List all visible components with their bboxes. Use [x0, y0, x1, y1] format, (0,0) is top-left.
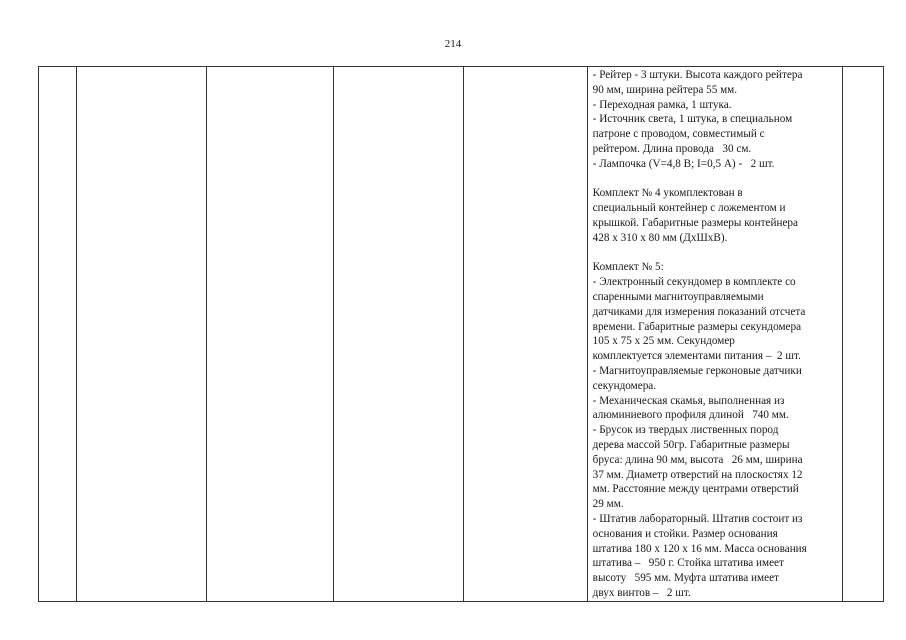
description-line: - Механическая скамья, выполненная из — [592, 394, 785, 407]
description-line: двух винтов – 2 шт. — [592, 586, 691, 599]
description-line: комплектуется элементами питания – 2 шт. — [592, 350, 801, 363]
description-line: - Брусок из твердых лиственных пород — [592, 424, 779, 437]
table-cell-4 — [334, 67, 464, 601]
description-line: - Рейтер - 3 штуки. Высота каждого рейтера — [592, 69, 803, 81]
description-line: - Источник света, 1 штука, в специальном — [592, 113, 793, 126]
description-line: бруса: длина 90 мм, высота 26 мм, ширина — [592, 453, 803, 466]
description-line: основания и стойки. Размер основания — [592, 527, 778, 540]
description-line: 90 мм, ширина рейтера 55 мм. — [592, 83, 738, 96]
table-cell-number — [39, 67, 77, 601]
description-line: спаренными магнитоуправляемыми — [592, 290, 764, 303]
description-text — [593, 68, 836, 601]
description-line: высоту 595 мм. Муфта штатива имеет — [592, 572, 779, 585]
description-line: рейтером. Длина провода 30 см. — [592, 142, 752, 155]
description-line: 428 х 310 х 80 мм (ДхШхВ). — [592, 231, 728, 244]
description-line: специальный контейнер с ложементом и — [592, 202, 786, 215]
description-line: 105 х 75 х 25 мм. Секундомер — [592, 335, 735, 348]
description-line: патроне с проводом, совместимый с — [592, 128, 765, 141]
table-cell-description — [588, 67, 843, 601]
description-line: - Магнитоуправляемые герконовые датчики — [592, 364, 802, 377]
description-line: 37 мм. Диаметр отверстий на плоскостях 12 — [592, 468, 803, 481]
description-line: штатива 180 х 120 х 16 мм. Масса основания — [592, 542, 807, 555]
description-line: крышкой. Габаритные размеры контейнера — [592, 216, 798, 229]
table-cell-7 — [843, 67, 883, 601]
description-line: штатива – 950 г. Стойка штатива имеет — [592, 557, 784, 570]
table-cell-3 — [207, 67, 335, 601]
page-number: 214 — [444, 38, 462, 50]
specification-table — [38, 66, 884, 602]
description-line: датчиками для измерения показаний отсчета — [592, 305, 806, 318]
description-line: секундомера. — [592, 379, 657, 392]
description-line: - Штатив лабораторный. Штатив состоит из — [592, 512, 803, 525]
description-line: Комплект № 5: — [592, 261, 664, 274]
description-line: - Лампочка (V=4,8 В; I=0,5 А) - 2 шт. — [592, 157, 775, 170]
description-line: 29 мм. — [592, 498, 624, 511]
description-line: Комплект № 4 укомплектован в — [592, 187, 743, 200]
description-line: - Переходная рамка, 1 штука. — [592, 98, 732, 111]
blank-line — [593, 246, 836, 261]
table-cell-5 — [464, 67, 588, 601]
description-line: времени. Габаритные размеры секундомера — [592, 320, 802, 333]
table-cell-2 — [77, 67, 207, 601]
description-line: мм. Расстояние между центрами отверстий — [592, 483, 799, 496]
description-line: алюминиевого профиля длиной 740 мм. — [592, 409, 789, 422]
blank-line — [593, 172, 836, 187]
description-line: - Электронный секундомер в комплекте со — [592, 276, 796, 289]
description-line: дерева массой 50гр. Габаритные размеры — [592, 438, 790, 451]
